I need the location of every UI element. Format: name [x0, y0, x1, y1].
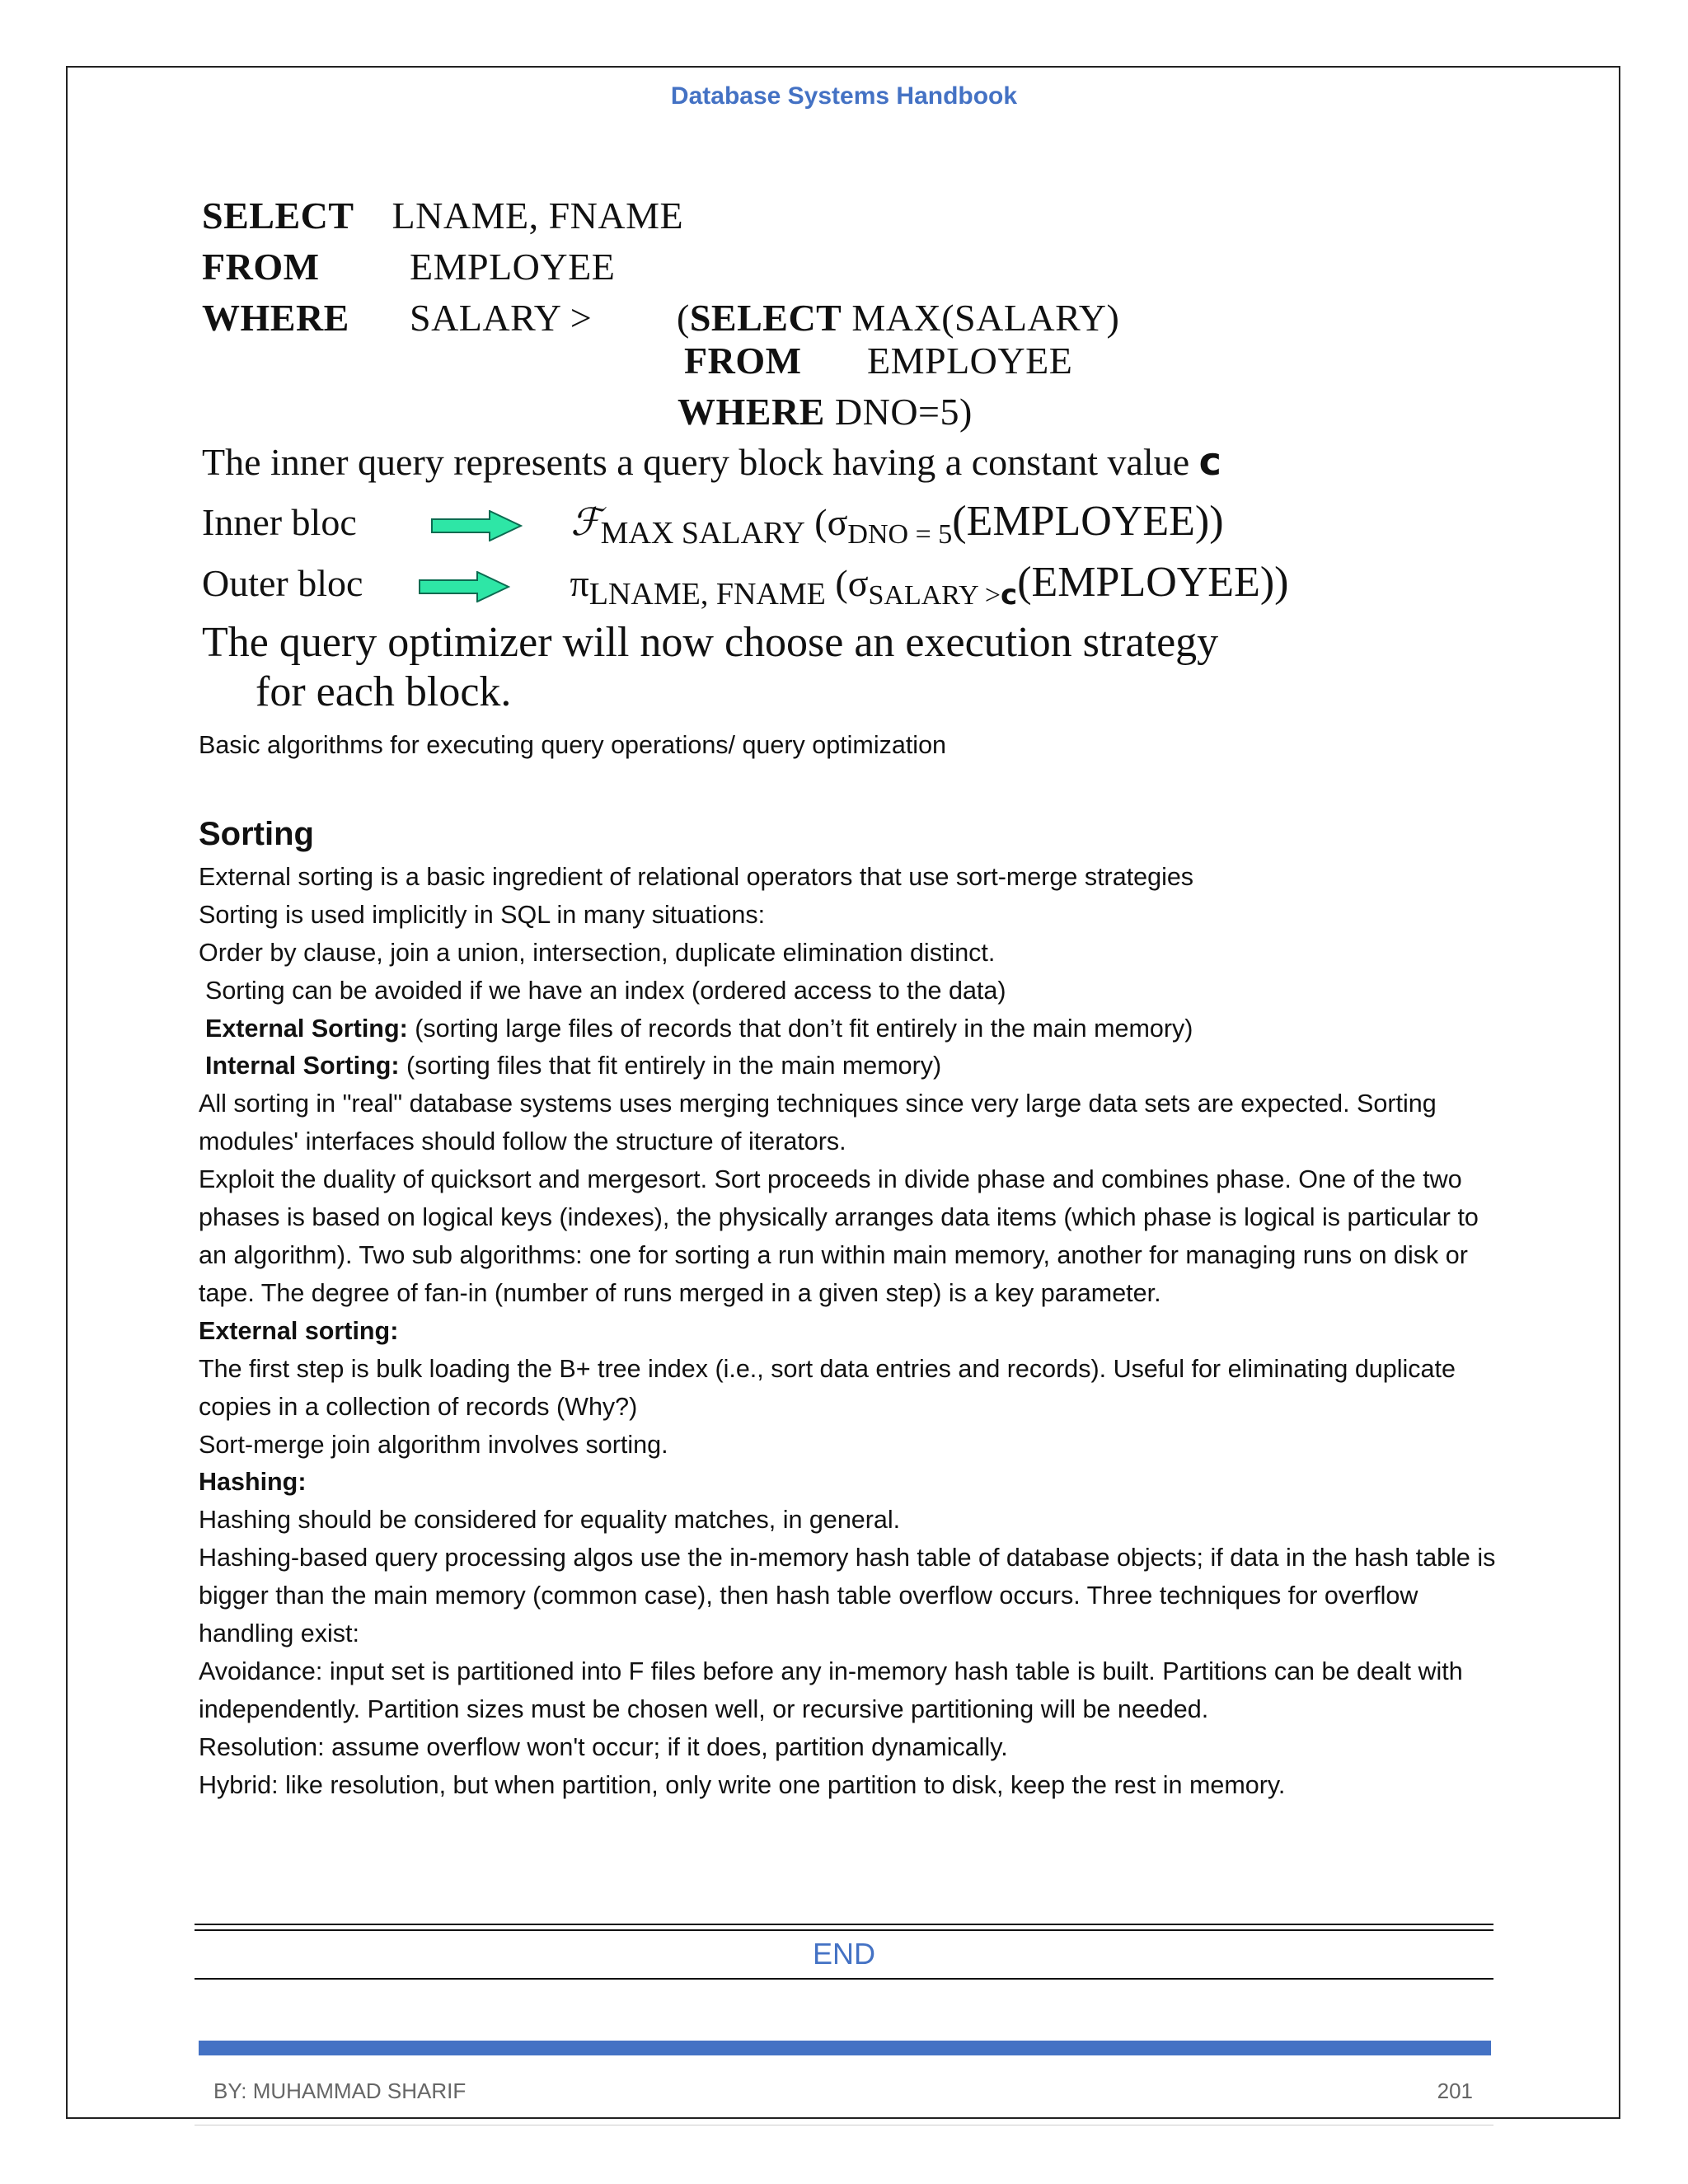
body-paragraph: Hashing should be considered for equality matches, in general. [199, 1506, 901, 1535]
sql-subquery-select-expr: MAX(SALARY) [851, 297, 1120, 339]
outer-relation: (EMPLOYEE)) [1017, 559, 1289, 606]
projection-subscript: LNAME, FNAME [588, 577, 826, 612]
sql-subquery-where-condition: DNO=5) [834, 391, 973, 433]
term-external-sorting-definition: (sorting large files of records that don’t fit entirely in the main memory) [407, 1014, 1193, 1043]
body-paragraph: Hashing-based query processing algos use the in-memory hash table of database objects; if data in the hash table is bigger than the main memory (common case), then hash table overflow occurs. Three techniques for overflow handling exist: [199, 1544, 1496, 1648]
sql-select-columns: LNAME, FNAME [392, 194, 684, 237]
figure-caption: Basic algorithms for executing query operations/ query optimization [199, 731, 946, 759]
sql-subquery-from-keyword: FROM [684, 340, 802, 382]
inner-sigma-subscript: DNO = 5 [847, 519, 953, 550]
body-paragraph: Hybrid: like resolution, but when partition, only write one partition to disk, keep the rest in memory. [199, 1770, 1286, 1799]
sql-subquery-from-table: EMPLOYEE [867, 340, 1073, 382]
sql-from-keyword: FROM [202, 246, 320, 288]
aggregate-function-symbol: ℱ [570, 501, 601, 543]
sql-subquery-from-line [684, 339, 1072, 382]
body-line-internal-sorting [199, 1047, 1501, 1085]
footer-page-number: 201 [1437, 2079, 1473, 2103]
subheading-hashing: Hashing: [199, 1468, 307, 1497]
inner-block-label: Inner bloc [202, 501, 357, 543]
conclusion-line-1: The query optimizer will now choose an execution strategy [202, 619, 1219, 666]
body-line: Sorting is used implicitly in SQL in many situations: [199, 900, 766, 929]
section-heading-sorting: Sorting [199, 815, 314, 852]
sql-from-line [202, 245, 615, 288]
outer-block-label: Outer bloc [202, 562, 363, 604]
aggregate-subscript: MAX SALARY [600, 516, 805, 551]
footer-accent-bar [199, 2041, 1491, 2055]
right-arrow-icon [430, 510, 523, 541]
outer-sigma-symbol: σ [847, 562, 869, 604]
inner-block-expression [202, 497, 1224, 551]
projection-symbol: π [570, 562, 589, 604]
sql-from-table: EMPLOYEE [410, 246, 616, 288]
body-paragraph: Exploit the duality of quicksort and mergesort. Sort proceeds in divide phase and combines phase. One of the two phases is based on logical keys (indexes), the physically arranges data items (which phase is logical is particular to an algorithm). Two sub algorithms: one for sorting a run within main memory, another for managing runs on disk or tape. The degree of fan-in (number of runs merged in a given step) is a key parameter. [199, 1165, 1479, 1307]
outer-constant-c: c [1001, 579, 1018, 612]
inner-query-statement [202, 439, 1221, 484]
inner-query-text: The inner query represents a query block having a constant value [202, 441, 1190, 483]
outer-paren-open: ( [835, 562, 848, 604]
outer-block-expression [202, 558, 1289, 612]
term-external-sorting: External Sorting: [205, 1014, 408, 1043]
inner-paren-open: ( [814, 501, 828, 543]
running-header: Database Systems Handbook [670, 82, 1018, 110]
sql-where-line [202, 296, 1119, 340]
end-label: END [812, 1937, 875, 1971]
sql-subquery-where-line [678, 390, 973, 434]
body-content [199, 727, 1501, 1805]
sql-subquery-where-keyword: WHERE [678, 391, 825, 433]
conclusion-line-2: for each block. [256, 668, 512, 715]
term-internal-sorting: Internal Sorting: [205, 1052, 400, 1080]
footer-author: BY: MUHAMMAD SHARIF [213, 2079, 467, 2103]
body-line: External sorting is a basic ingredient of relational operators that use sort-merge strategies [199, 862, 1194, 891]
body-line: Order by clause, join a union, intersection, duplicate elimination distinct. [199, 938, 996, 967]
body-paragraph: Sort-merge join algorithm involves sorting. [199, 1430, 668, 1459]
end-divider-top-inner [195, 1929, 1493, 1931]
body-paragraph: The first step is bulk loading the B+ tree index (i.e., sort data entries and records). Useful for eliminating duplicate copies in a collection of records (Why?) [199, 1354, 1456, 1421]
inner-relation: (EMPLOYEE)) [952, 498, 1224, 545]
term-internal-sorting-definition: (sorting files that fit entirely in the main memory) [399, 1052, 942, 1080]
nested-query-figure [198, 185, 1500, 721]
sql-subquery-open: ( [677, 297, 690, 339]
sql-where-keyword: WHERE [202, 297, 349, 339]
sql-where-condition: SALARY > [410, 297, 593, 339]
inner-sigma-symbol: σ [827, 501, 848, 543]
outer-sigma-subscript: SALARY > [868, 580, 1001, 611]
body-paragraph: Resolution: assume overflow won't occur; if it does, partition dynamically. [199, 1732, 1008, 1761]
sql-select-keyword: SELECT [202, 194, 354, 237]
body-paragraph: All sorting in "real" database systems uses merging techniques since very large data sets are expected. Sorting modules' interfaces should follow the structure of iterators. [199, 1090, 1437, 1156]
body-line: Sorting can be avoided if we have an index (ordered access to the data) [205, 976, 1006, 1005]
body-paragraph: Avoidance: input set is partitioned into F files before any in-memory hash table is built. Partitions can be dealt with independently. Partition sizes must be chosen well, or recursive partitioning will be needed. [199, 1657, 1463, 1723]
constant-c: c [1198, 439, 1221, 484]
body-line-external-sorting [199, 1010, 1501, 1048]
end-divider-bottom [195, 1978, 1493, 1980]
subheading-external-sorting: External sorting: [199, 1316, 399, 1345]
right-arrow-icon [418, 571, 510, 602]
end-divider-top [195, 1924, 1493, 1925]
sql-subquery-select-keyword: SELECT [689, 297, 842, 339]
sql-select-line [202, 194, 683, 237]
